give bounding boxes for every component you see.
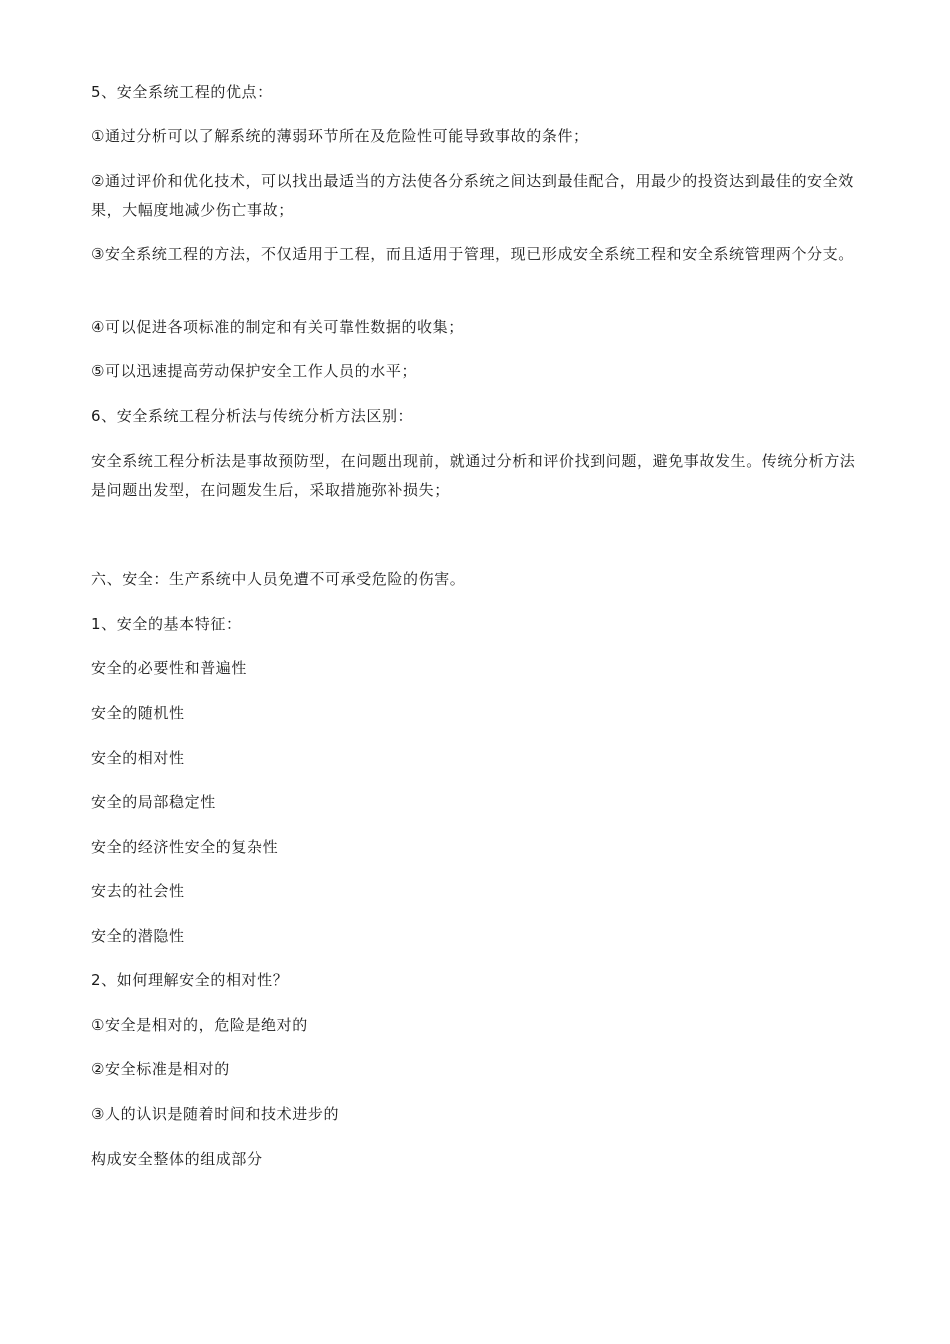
section5-item-1: ①通过分析可以了解系统的薄弱环节所在及危险性可能导致事故的条件； (91, 127, 589, 145)
section6-heading: 6、安全系统工程分析法与传统分析方法区别： (91, 407, 414, 425)
feature-item-5: 安全的经济性安全的复杂性 (91, 838, 279, 856)
relativity-item-1: ①安全是相对的，危险是绝对的 (91, 1016, 308, 1034)
relativity-item-2: ②安全标准是相对的 (91, 1060, 230, 1078)
relativity-item-3: ③人的认识是随着时间和技术进步的 (91, 1105, 340, 1123)
feature-item-2: 安全的随机性 (91, 704, 185, 722)
section5-item-3: ③安全系统工程的方法，不仅适用于工程，而且适用于管理，现已形成安全系统工程和安全系统管理两个分支。 (91, 245, 854, 263)
section5-item-2: ②通过评价和优化技术，可以找出最适当的方法使各分系统之间达到最佳配合，用最少的投资达到最佳的安全效果，大幅度地减少伤亡事故； (91, 172, 854, 219)
feature-item-6: 安去的社会性 (91, 882, 185, 900)
feature-item-7: 安全的潜隐性 (91, 927, 185, 945)
relativity-item-4: 构成安全整体的组成部分 (91, 1150, 263, 1168)
section5-heading: 5、安全系统工程的优点： (91, 83, 273, 101)
feature-item-1: 安全的必要性和普遍性 (91, 659, 248, 677)
feature-item-4: 安全的局部稳定性 (91, 793, 216, 811)
part6-sub1-heading: 1、安全的基本特征： (91, 615, 242, 633)
section5-item-4: ④可以促进各项标准的制定和有关可靠性数据的收集； (91, 318, 464, 336)
section5-item-5: ⑤可以迅速提高劳动保护安全工作人员的水平； (91, 362, 418, 380)
part6-sub2-heading: 2、如何理解安全的相对性？ (91, 971, 289, 989)
feature-item-3: 安全的相对性 (91, 749, 185, 767)
part6-heading: 六、安全：生产系统中人员免遭不可承受危险的伤害。 (91, 570, 466, 588)
section6-body: 安全系统工程分析法是事故预防型，在问题出现前，就通过分析和评价找到问题，避免事故发生。传统分析方法是问题出发型，在问题发生后，采取措施弥补损失； (91, 452, 856, 499)
